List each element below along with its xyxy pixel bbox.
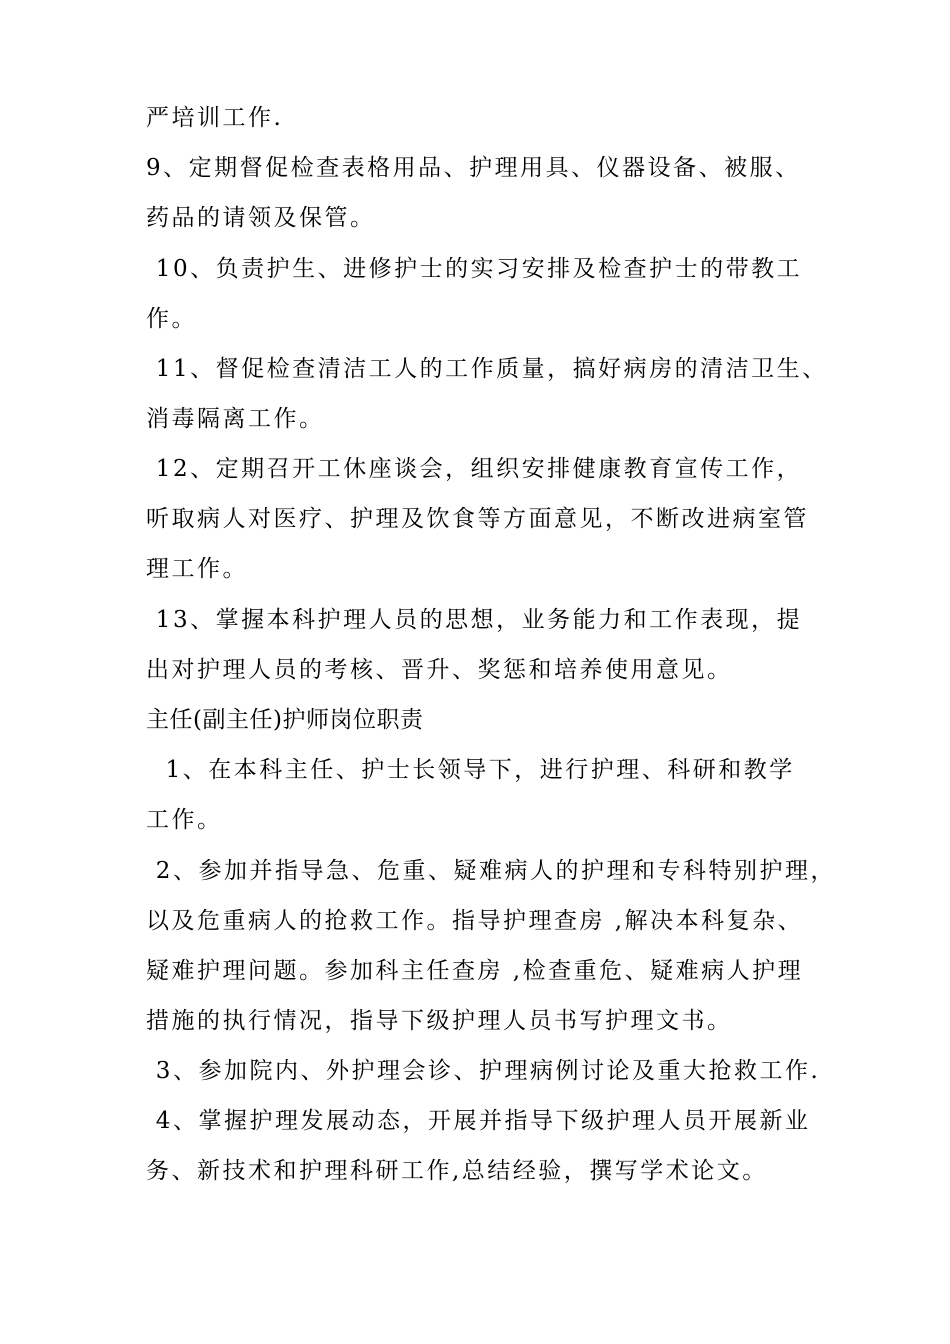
list-item-12: 12、定期召开工休座谈会，组织安排健康教育宣传工作，: [146, 456, 803, 482]
list-item-10: 10、负责护生、进修护士的实习安排及检查护士的带教工: [146, 256, 803, 282]
duty-item-1: 1、在本科主任、护士长领导下，进行护理、科研和教学: [146, 757, 795, 783]
text-line: 理工作。: [146, 556, 248, 582]
text-line: 疑难护理问题。参加科主任查房 ,检查重危、疑难病人护理: [146, 958, 804, 984]
text-line: 药品的请领及保管。: [146, 205, 376, 231]
text-line: 作。: [146, 306, 197, 332]
text-line: 听取病人对医疗、护理及饮食等方面意见，不断改进病室管: [146, 506, 809, 532]
duty-item-4: 4、掌握护理发展动态，开展并指导下级护理人员开展新业: [146, 1108, 811, 1134]
list-item-11: 11、督促检查清洁工人的工作质量，搞好病房的清洁卫生、: [146, 356, 828, 382]
text-line: 工作。: [146, 807, 223, 833]
text-line: 务、新技术和护理科研工作,总结经验，撰写学术论文。: [146, 1158, 768, 1184]
list-item-13: 13、掌握本科护理人员的思想，业务能力和工作表现，提: [146, 607, 803, 633]
duty-item-2: 2、参加并指导急、危重、疑难病人的护理和专科特别护理，: [146, 858, 836, 884]
text-line: 严培训工作.: [146, 105, 284, 131]
duty-item-3: 3、参加院内、外护理会诊、护理病例讨论及重大抢救工作.: [146, 1058, 821, 1084]
text-line: 以及危重病人的抢救工作。指导护理查房 ,解决本科复杂、: [146, 908, 804, 934]
text-line: 措施的执行情况，指导下级护理人员书写护理文书。: [146, 1008, 733, 1034]
text-line: 消毒隔离工作。: [146, 406, 325, 432]
section-heading: 主任(副主任)护师岗位职责: [146, 707, 424, 733]
list-item-9: 9、定期督促检查表格用品、护理用具、仪器设备、被服、: [146, 155, 801, 181]
text-line: 出对护理人员的考核、晋升、奖惩和培养使用意见。: [146, 657, 733, 683]
